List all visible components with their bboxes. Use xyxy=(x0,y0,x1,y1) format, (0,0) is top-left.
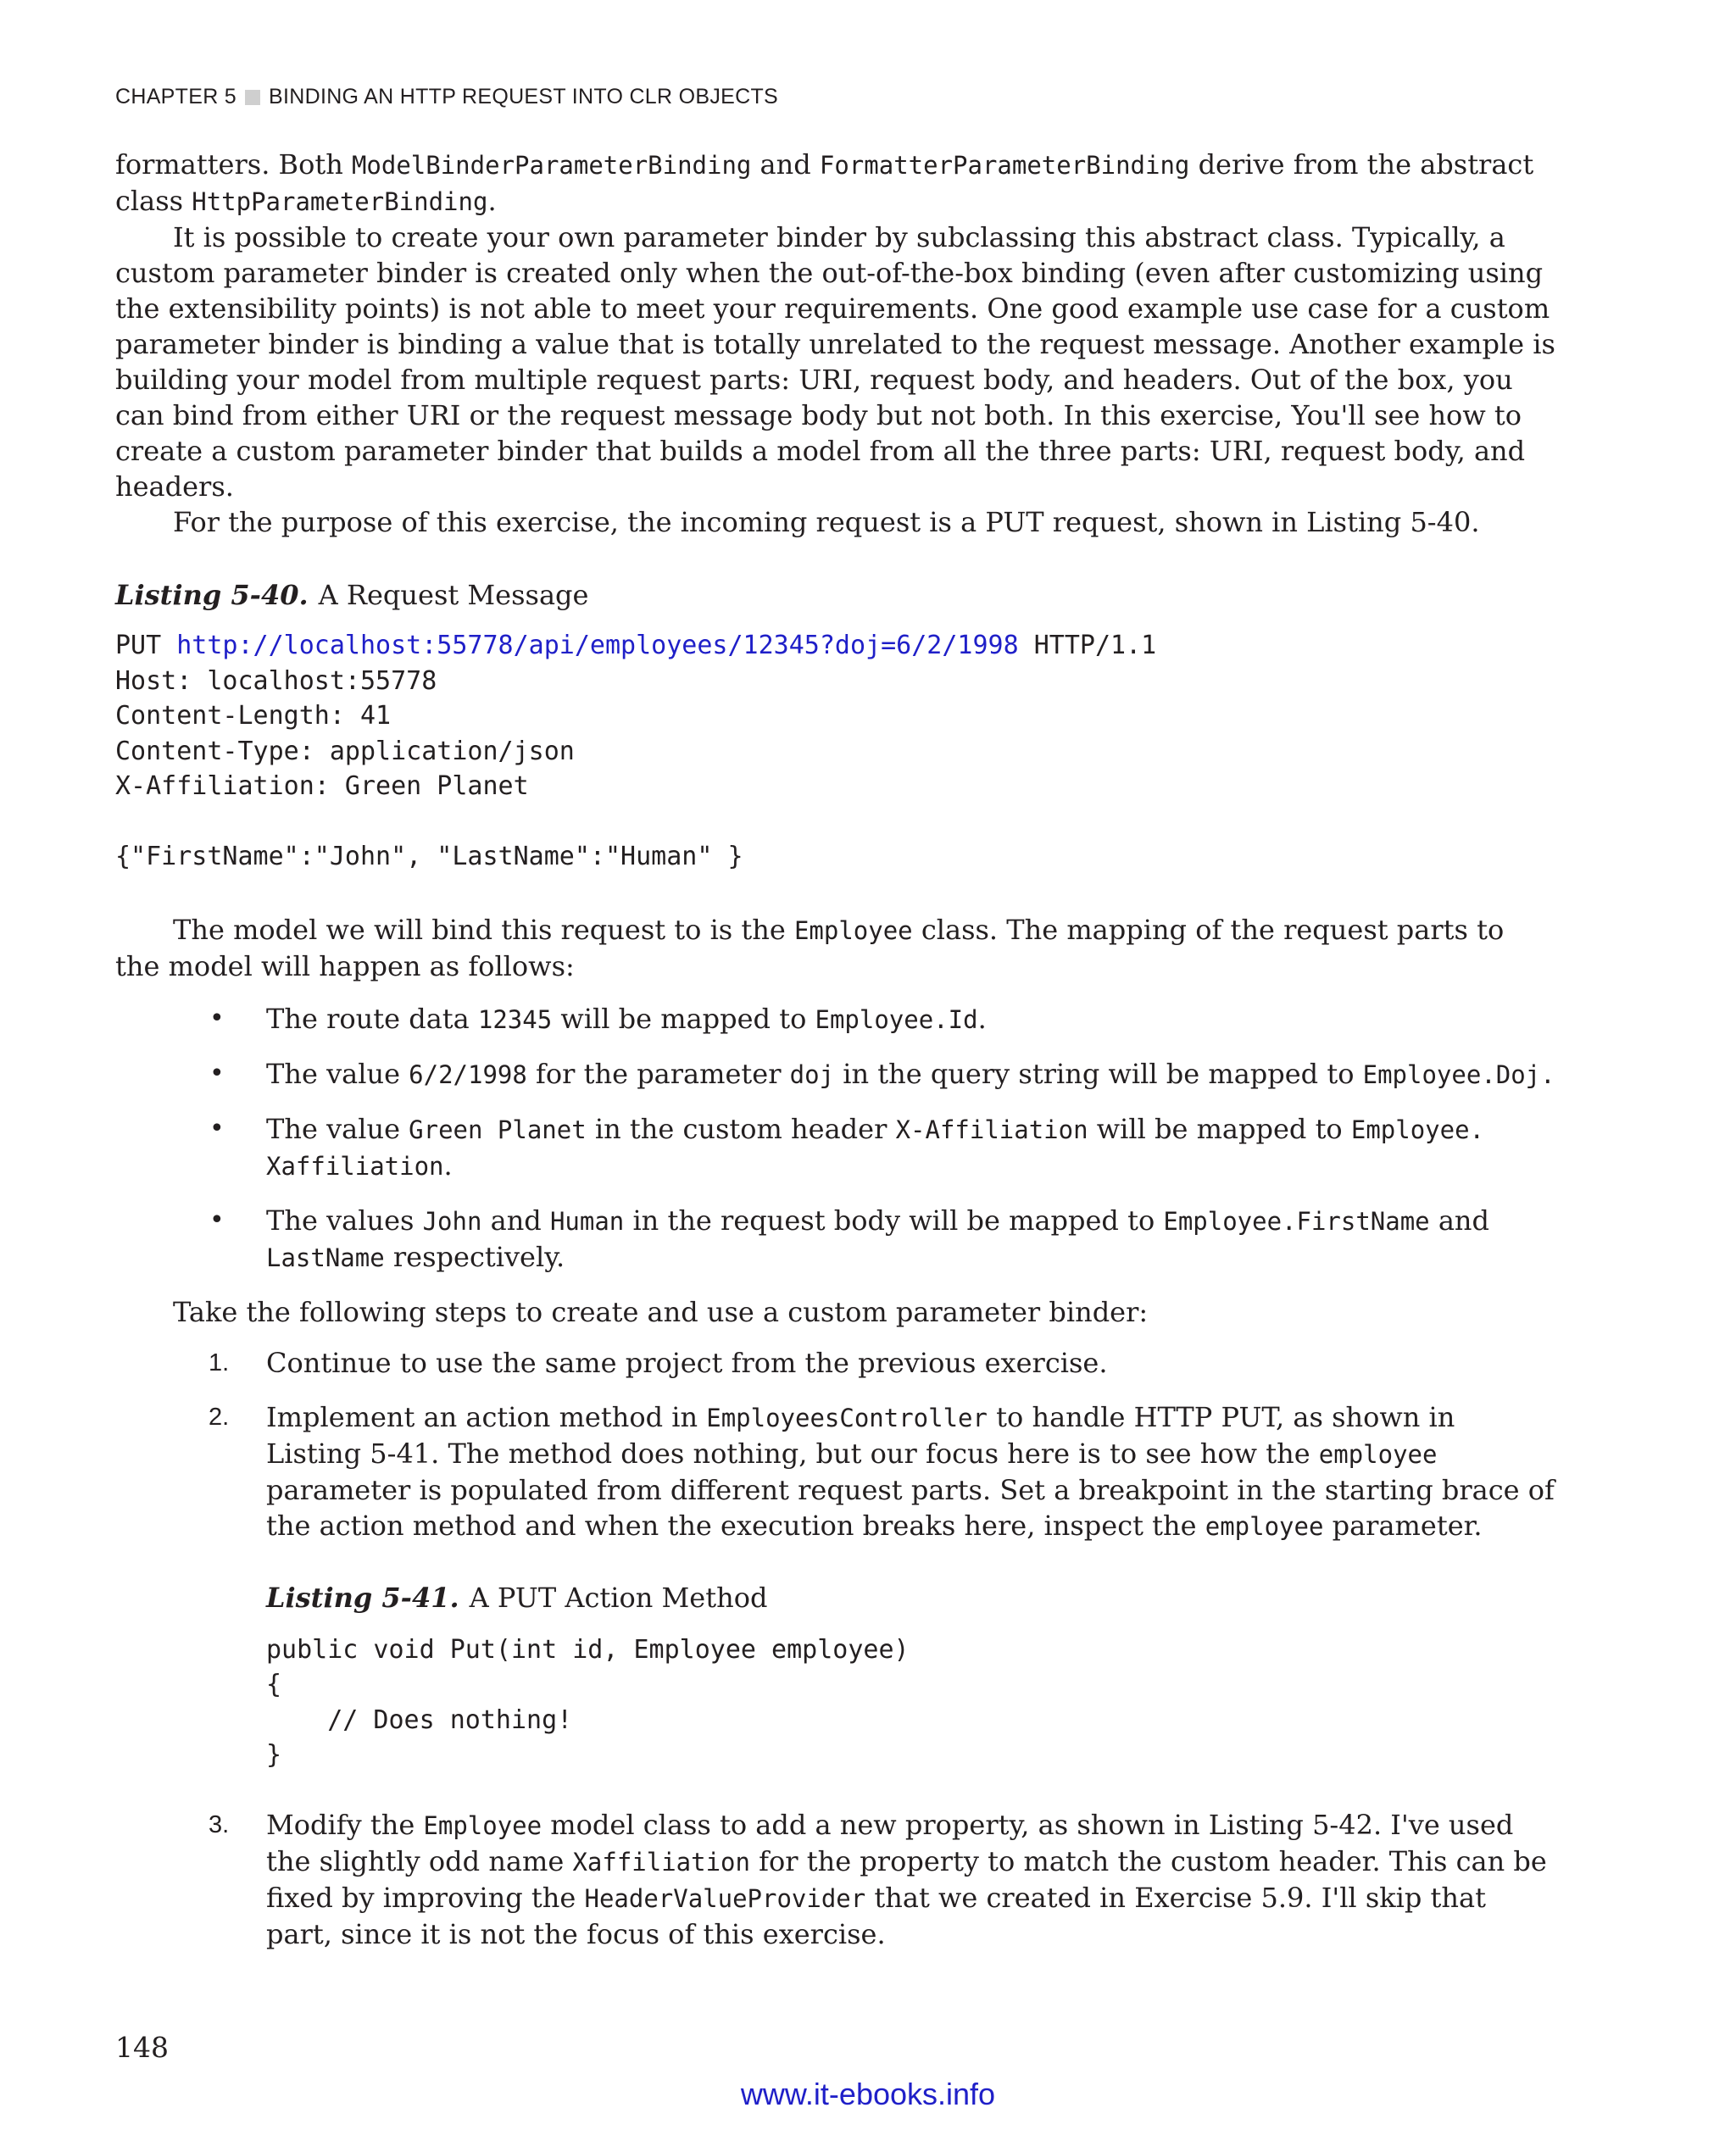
chapter-title: BINDING AN HTTP REQUEST INTO CLR OBJECTS xyxy=(269,85,779,108)
bullet-icon: • xyxy=(209,1003,225,1033)
list-item: • The value Green Planet in the custom header X-Affiliation will be mapped to Employee. Xaffiliation. xyxy=(209,1112,1484,1182)
bullet-icon: • xyxy=(209,1204,225,1235)
step-item-2: 2. Implement an action method in EmployeesController to handle HTTP PUT, as shown in Listing 5-41. The method does nothing, but our focus here is to see how the employee parameter is populated from different request parts. Set a breakpoint in the starting brace of the action method and when the execution breaks here, inspect the employee parameter. Listing 5-41. A PUT Action Method public void Put(int id, Employee employee) { // Does nothing! } xyxy=(115,1399,1556,1773)
step-item-1: 1. Continue to use the same project from the previous exercise. xyxy=(209,1346,1108,1379)
page-number: 148 xyxy=(115,2031,169,2064)
footer-website-link[interactable]: www.it-ebooks.info xyxy=(740,2077,996,2111)
code-line: X-Affiliation: Green Planet xyxy=(115,771,529,801)
listing-5-41-caption xyxy=(266,1580,1556,1615)
running-header xyxy=(115,85,1556,109)
step-number: 3. xyxy=(209,1810,230,1838)
paragraph-model-mapping: The model we will bind this request to is the Employee class. The mapping of the request parts to the model will happen as follows: xyxy=(115,913,1505,982)
mapping-bullet-list xyxy=(115,1001,1556,1276)
code-line: Host: localhost:55778 xyxy=(115,665,437,696)
code-line: {"FirstName":"John", "LastName":"Human" } xyxy=(115,842,743,871)
bullet-icon: • xyxy=(209,1113,225,1143)
code-line: Content-Type: application/json xyxy=(115,736,575,766)
step-number: 1. xyxy=(209,1349,230,1376)
code-line: Content-Length: 41 xyxy=(115,701,392,731)
listing-5-40-code: PUT http://localhost:55778/api/employees/12345?doj=6/2/1998 HTTP/1.1 Host: localhost:55778 Content-Length: 41 Content-Type: application/json X-Affiliation: Green Planet {"FirstName":"John", "LastName":"Human" } xyxy=(115,631,1157,871)
list-item: • The value 6/2/1998 for the parameter doj in the query string will be mapped to Employee.Doj. xyxy=(209,1057,1555,1090)
bullet-icon: • xyxy=(209,1058,225,1088)
request-url: http://localhost:55778/api/employees/12345?doj=6/2/1998 xyxy=(176,631,1019,660)
step-number: 2. xyxy=(209,1403,230,1431)
paragraph-purpose: For the purpose of this exercise, the incoming request is a PUT request, shown in Listing 5-40. xyxy=(173,506,1480,538)
listing-5-40-caption xyxy=(115,579,1556,611)
chapter-number: CHAPTER 5 xyxy=(115,85,237,108)
steps-list xyxy=(115,1345,1556,1952)
listing-label: Listing 5-40. xyxy=(115,579,309,611)
paragraph-custom-binder: It is possible to create your own parameter binder by subclassing this abstract class. Typically, a custom parameter binder is created only when the out-of-the-box binding (even after customizing using the extensibility points) is not able to meet your requirements. One good example use case for a custom parameter binder is binding a value that is totally unrelated to the request message. Another example is building your model from multiple request parts: URI, request body, and headers. Out of the box, you can bind from either URI or the request message body but not both. In this exercise, You'll see how to create a custom parameter binder that builds a model from all the three parts: URI, request body, and headers. xyxy=(115,221,1555,503)
listing-title: A Request Message xyxy=(318,579,589,611)
list-item: • The route data 12345 will be mapped to Employee.Id. xyxy=(209,1002,987,1035)
header-separator-square xyxy=(245,90,260,105)
list-item: • The values John and Human in the request body will be mapped to Employee.FirstName and LastName respectively. xyxy=(209,1204,1489,1273)
listing-title: A PUT Action Method xyxy=(469,1581,768,1614)
steps-intro: Take the following steps to create and use a custom parameter binder: xyxy=(173,1295,1149,1328)
listing-label: Listing 5-41. xyxy=(266,1581,459,1614)
paragraph-formatters: formatters. Both ModelBinderParameterBinding and FormatterParameterBinding derive from the abstract class HttpParameterBinding. xyxy=(115,148,1534,217)
book-page xyxy=(115,85,1556,1971)
step-item-3: 3. Modify the Employee model class to add a new property, as shown in Listing 5-42. I've used the slightly odd name Xaffiliation for the property to match the custom header. This can be fixed by improving the HeaderValueProvider that we created in Exercise 5.9. I'll skip that part, since it is not the focus of this exercise. xyxy=(209,1808,1547,1950)
listing-5-41-code: public void Put(int id, Employee employee) { // Does nothing! } xyxy=(266,1634,910,1770)
